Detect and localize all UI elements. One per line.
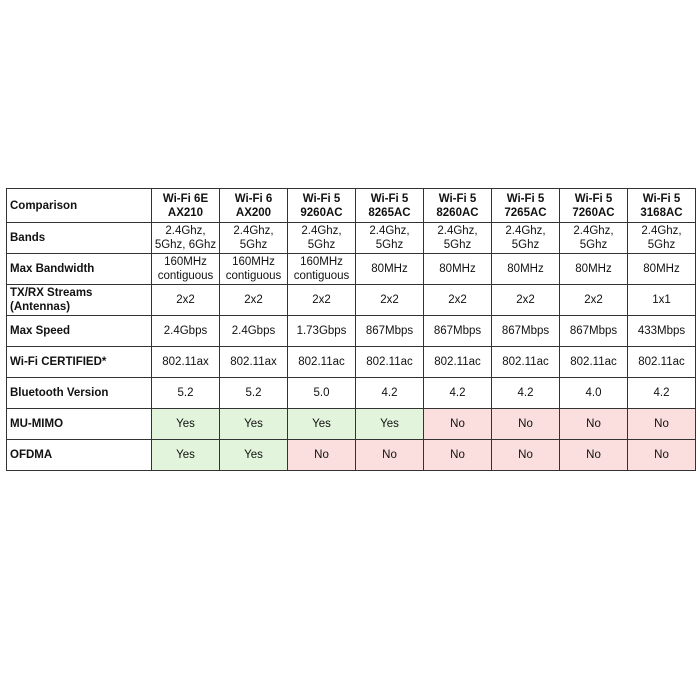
cell-value: 2.4Ghz, bbox=[233, 225, 274, 237]
product-model: AX210 bbox=[167, 206, 204, 219]
table-cell bbox=[152, 378, 220, 409]
product-generation: Wi-Fi 6E bbox=[162, 192, 209, 205]
product-model: 8260AC bbox=[436, 206, 479, 219]
table-cell bbox=[560, 440, 628, 471]
cell-value: No bbox=[654, 449, 669, 461]
table-cell bbox=[152, 440, 220, 471]
cell-value: 2.4Ghz, bbox=[505, 225, 546, 237]
cell-value: 2x2 bbox=[584, 294, 603, 306]
cell-value: No bbox=[450, 418, 465, 430]
table-cell bbox=[288, 409, 356, 440]
table-cell bbox=[220, 316, 288, 347]
cell-value: 80MHz bbox=[575, 263, 612, 275]
cell-value: 2.4Ghz, bbox=[437, 225, 478, 237]
product-model: 3168AC bbox=[640, 206, 683, 219]
product-header bbox=[152, 189, 220, 223]
table-cell bbox=[424, 440, 492, 471]
cell-value: 5Ghz bbox=[579, 239, 608, 251]
cell-value: Yes bbox=[380, 418, 399, 430]
table-row bbox=[7, 223, 696, 254]
table-row bbox=[7, 409, 696, 440]
cell-value: 5Ghz bbox=[239, 239, 268, 251]
cell-value: 5Ghz bbox=[647, 239, 676, 251]
cell-value: 2.4Gbps bbox=[231, 325, 276, 337]
cell-value: 802.11ac bbox=[434, 356, 481, 368]
header-row bbox=[7, 189, 696, 223]
cell-value: 4.2 bbox=[381, 387, 398, 399]
cell-value: 5.2 bbox=[177, 387, 194, 399]
cell-value: 5Ghz bbox=[307, 239, 336, 251]
table-cell bbox=[424, 223, 492, 254]
cell-value: 2.4Ghz, bbox=[641, 225, 682, 237]
cell-value: Yes bbox=[176, 418, 195, 430]
cell-value: 80MHz bbox=[643, 263, 680, 275]
cell-value: No bbox=[586, 418, 601, 430]
product-model: 8265AC bbox=[368, 206, 411, 219]
cell-value: 80MHz bbox=[439, 263, 476, 275]
table-cell bbox=[152, 285, 220, 316]
table-cell bbox=[424, 409, 492, 440]
table-cell bbox=[492, 285, 560, 316]
product-header bbox=[220, 189, 288, 223]
table-cell bbox=[152, 316, 220, 347]
cell-value: 4.2 bbox=[449, 387, 466, 399]
row-label: OFDMA bbox=[7, 440, 152, 471]
row-label: Max Bandwidth bbox=[7, 254, 152, 285]
cell-value: 2x2 bbox=[380, 294, 399, 306]
cell-value: 1x1 bbox=[652, 294, 671, 306]
product-generation: Wi-Fi 5 bbox=[506, 192, 545, 205]
table-cell bbox=[628, 409, 696, 440]
table-cell bbox=[628, 440, 696, 471]
cell-value: 160MHz bbox=[164, 256, 207, 268]
cell-value: No bbox=[518, 449, 533, 461]
table-cell bbox=[560, 409, 628, 440]
table-cell bbox=[288, 440, 356, 471]
table-cell bbox=[220, 440, 288, 471]
table-cell bbox=[492, 347, 560, 378]
cell-value: 2x2 bbox=[312, 294, 331, 306]
cell-value: 2x2 bbox=[244, 294, 263, 306]
cell-value: Yes bbox=[244, 449, 263, 461]
table-cell bbox=[288, 254, 356, 285]
cell-value: 2.4Gbps bbox=[163, 325, 208, 337]
product-model: 7265AC bbox=[504, 206, 547, 219]
table-cell bbox=[220, 409, 288, 440]
cell-value: 802.11ax bbox=[162, 356, 209, 368]
product-generation: Wi-Fi 5 bbox=[438, 192, 477, 205]
table-row bbox=[7, 440, 696, 471]
table-cell bbox=[152, 223, 220, 254]
table-cell bbox=[560, 254, 628, 285]
product-model: AX200 bbox=[235, 206, 272, 219]
cell-value: 802.11ac bbox=[638, 356, 685, 368]
cell-value: 802.11ac bbox=[502, 356, 549, 368]
product-generation: Wi-Fi 6 bbox=[234, 192, 273, 205]
cell-value: 5Ghz bbox=[375, 239, 404, 251]
cell-value: 1.73Gbps bbox=[296, 325, 347, 337]
table-cell bbox=[628, 223, 696, 254]
cell-value: 80MHz bbox=[507, 263, 544, 275]
cell-value: 867Mbps bbox=[433, 325, 482, 337]
cell-value: 867Mbps bbox=[569, 325, 618, 337]
table-cell bbox=[220, 285, 288, 316]
cell-value: 4.0 bbox=[585, 387, 602, 399]
product-generation: Wi-Fi 5 bbox=[370, 192, 409, 205]
cell-value: No bbox=[518, 418, 533, 430]
product-generation: Wi-Fi 5 bbox=[574, 192, 613, 205]
table-cell bbox=[152, 347, 220, 378]
table-cell bbox=[492, 409, 560, 440]
table-cell bbox=[424, 347, 492, 378]
table-cell bbox=[424, 285, 492, 316]
cell-value: 5Ghz bbox=[511, 239, 540, 251]
table-cell bbox=[492, 440, 560, 471]
table-cell bbox=[288, 347, 356, 378]
table-cell bbox=[424, 316, 492, 347]
product-model: 7260AC bbox=[572, 206, 615, 219]
product-model: 9260AC bbox=[300, 206, 343, 219]
table-cell bbox=[356, 316, 424, 347]
table-body bbox=[7, 223, 696, 471]
cell-value: 802.11ac bbox=[570, 356, 617, 368]
table-row bbox=[7, 378, 696, 409]
table-cell bbox=[560, 285, 628, 316]
product-generation: Wi-Fi 5 bbox=[642, 192, 681, 205]
table-cell bbox=[492, 254, 560, 285]
cell-value: Yes bbox=[244, 418, 263, 430]
row-label: Bands bbox=[7, 223, 152, 254]
table-cell bbox=[356, 223, 424, 254]
cell-value: 433Mbps bbox=[637, 325, 686, 337]
table-cell bbox=[288, 223, 356, 254]
cell-value: Yes bbox=[312, 418, 331, 430]
table-cell bbox=[424, 254, 492, 285]
cell-value: 5.2 bbox=[245, 387, 262, 399]
table-cell bbox=[424, 378, 492, 409]
row-label: MU-MIMO bbox=[7, 409, 152, 440]
table-cell bbox=[152, 409, 220, 440]
table-cell bbox=[356, 440, 424, 471]
row-label: Wi-Fi CERTIFIED* bbox=[7, 347, 152, 378]
table-cell bbox=[560, 347, 628, 378]
table-cell bbox=[152, 254, 220, 285]
product-header bbox=[560, 189, 628, 223]
table-cell bbox=[220, 378, 288, 409]
table-cell bbox=[492, 378, 560, 409]
cell-value: 4.2 bbox=[653, 387, 670, 399]
table-cell bbox=[220, 254, 288, 285]
comparison-table bbox=[6, 188, 696, 471]
product-header bbox=[492, 189, 560, 223]
cell-value: 2x2 bbox=[516, 294, 535, 306]
table-cell bbox=[356, 409, 424, 440]
cell-value: 2x2 bbox=[448, 294, 467, 306]
cell-value: 160MHz bbox=[232, 256, 275, 268]
table-cell bbox=[628, 285, 696, 316]
cell-value: 160MHz bbox=[300, 256, 343, 268]
cell-value: 80MHz bbox=[371, 263, 408, 275]
table-cell bbox=[356, 378, 424, 409]
table-cell bbox=[220, 347, 288, 378]
table-cell bbox=[288, 316, 356, 347]
cell-value: 2.4Ghz, bbox=[369, 225, 410, 237]
table-cell bbox=[492, 316, 560, 347]
table-cell bbox=[356, 285, 424, 316]
product-header bbox=[288, 189, 356, 223]
cell-value: 2x2 bbox=[176, 294, 195, 306]
row-label: TX/RX Streams (Antennas) bbox=[7, 285, 152, 316]
cell-value: 2.4Ghz, bbox=[573, 225, 614, 237]
cell-value: 802.11ac bbox=[366, 356, 413, 368]
cell-value: No bbox=[314, 449, 329, 461]
product-header bbox=[628, 189, 696, 223]
table-cell bbox=[356, 347, 424, 378]
table-cell bbox=[288, 378, 356, 409]
cell-value: 5Ghz, 6Ghz bbox=[154, 239, 217, 251]
table-cell bbox=[628, 347, 696, 378]
table-cell bbox=[288, 285, 356, 316]
cell-value: Yes bbox=[176, 449, 195, 461]
product-header bbox=[356, 189, 424, 223]
table-cell bbox=[492, 223, 560, 254]
product-header bbox=[424, 189, 492, 223]
table-row bbox=[7, 316, 696, 347]
table-cell bbox=[628, 254, 696, 285]
cell-value: 5.0 bbox=[313, 387, 330, 399]
table-cell bbox=[220, 223, 288, 254]
table-cell bbox=[628, 378, 696, 409]
table-cell bbox=[560, 378, 628, 409]
cell-value: 867Mbps bbox=[501, 325, 550, 337]
cell-value: No bbox=[450, 449, 465, 461]
cell-value: contiguous bbox=[157, 270, 214, 282]
table-cell bbox=[560, 223, 628, 254]
cell-value: No bbox=[586, 449, 601, 461]
product-generation: Wi-Fi 5 bbox=[302, 192, 341, 205]
table-row bbox=[7, 285, 696, 316]
cell-value: 867Mbps bbox=[365, 325, 414, 337]
table-row bbox=[7, 254, 696, 285]
row-label: Max Speed bbox=[7, 316, 152, 347]
cell-value: No bbox=[654, 418, 669, 430]
cell-value: 802.11ax bbox=[230, 356, 277, 368]
corner-header: Comparison bbox=[7, 189, 152, 223]
row-label: Bluetooth Version bbox=[7, 378, 152, 409]
cell-value: 4.2 bbox=[517, 387, 534, 399]
cell-value: No bbox=[382, 449, 397, 461]
cell-value: contiguous bbox=[293, 270, 350, 282]
table-cell bbox=[356, 254, 424, 285]
cell-value: contiguous bbox=[225, 270, 282, 282]
cell-value: 5Ghz bbox=[443, 239, 472, 251]
table-cell bbox=[560, 316, 628, 347]
table-row bbox=[7, 347, 696, 378]
table-cell bbox=[628, 316, 696, 347]
cell-value: 2.4Ghz, bbox=[165, 225, 206, 237]
cell-value: 2.4Ghz, bbox=[301, 225, 342, 237]
cell-value: 802.11ac bbox=[298, 356, 345, 368]
